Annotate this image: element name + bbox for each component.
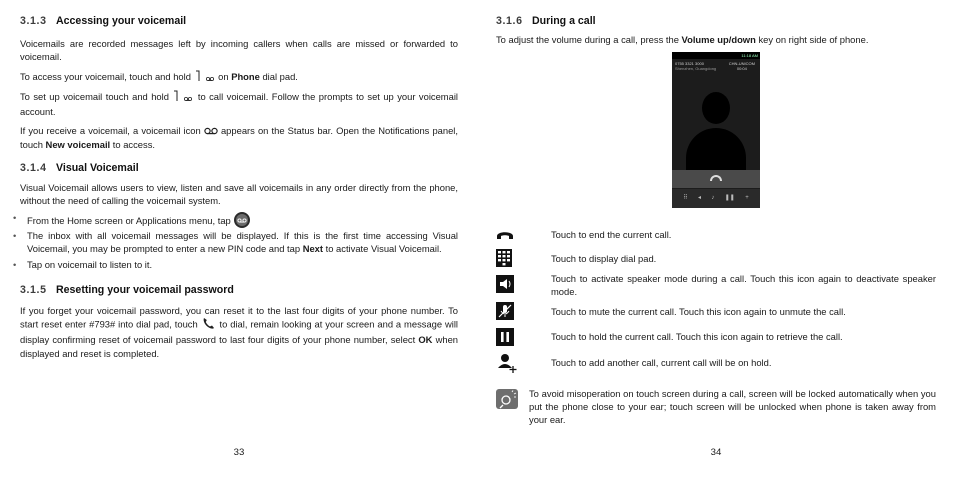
speaker-icon [496, 275, 514, 293]
voicemail-key-icon [172, 90, 194, 105]
phone-clock: 11:18 AM [741, 53, 758, 58]
tip-icon [496, 389, 518, 409]
page-number: 34 [710, 447, 722, 458]
call-controls [672, 189, 760, 208]
carrier-name: CHN-UNICOM [728, 61, 755, 66]
bullet-open-visual-voicemail: • From the Home screen or Applications menu, tap [20, 211, 458, 232]
paragraph-reset-password: If you forget your voicemail password, you can reset it to the last four digits of your phone number. To start reset enter #793# into dial pad, touch to dial, remain looking at your screen and a message will display confirming reset of voicemail password to last four digits of your phone number, select OK when displayed and reset is completed. [20, 305, 459, 359]
section-heading-3-1-6: 3.1.6 During a call [496, 15, 596, 27]
dialpad-icon [496, 249, 514, 267]
call-info [675, 61, 757, 71]
add-call-icon[interactable]: + [745, 195, 749, 201]
end-call-icon [496, 228, 514, 246]
contact-avatar-head [702, 92, 730, 124]
contact-avatar-body [686, 128, 746, 172]
row-text-speaker: Touch to activate speaker mode during a call. Touch this icon again to deactivate speaker mode. [551, 273, 936, 298]
carrier-block [729, 61, 755, 71]
add-call-icon [496, 352, 518, 374]
bullet-inbox-displayed: • The inbox with all voicemail messages will be displayed. If this is the first time accessing Visual Voicemail, you may be prompted to enter a new PIN code and tap Next to activate Visual Voicemail. [20, 229, 458, 255]
left-page [20, 0, 458, 477]
paragraph-visual-voicemail: Visual Voicemail allows users to view, listen and save all voicemails in any order directly from the phone, without the need of calling the voicemail system. [20, 182, 458, 207]
end-call-bar[interactable] [672, 170, 760, 188]
tip-text: To avoid misoperation on touch screen during a call, screen will be locked automatically when you put the phone close to your ear; touch screen will be unlocked when phone is taken away from your ear. [529, 388, 936, 426]
row-text-hold: Touch to hold the current call. Touch this icon again to retrieve the call. [551, 331, 843, 342]
bullet-listen-voicemail: • Tap on voicemail to listen to it. [20, 258, 458, 271]
phone-status-bar [672, 52, 760, 59]
in-call-screenshot [672, 52, 760, 208]
section-heading-3-1-5: 3.1.5 Resetting your voicemail password [20, 284, 234, 296]
paragraph-access-voicemail: To access your voicemail, touch and hold on Phone dial pad. [20, 70, 458, 85]
mute-icon [496, 302, 514, 320]
section-heading-3-1-3: 3.1.3 Accessing your voicemail [20, 15, 187, 27]
caller-location: Shenzhen, Guangdong [675, 66, 717, 71]
speaker-icon[interactable]: ◂ [697, 195, 701, 201]
mute-icon[interactable]: ♪ [711, 195, 715, 201]
hold-icon [496, 328, 514, 346]
voicemail-status-icon [204, 125, 218, 138]
paragraph-voicemail-notification: If you receive a voicemail, a voicemail icon appears on the Status bar. Open the Notifications panel, touch New voicemail to access. [20, 125, 458, 151]
caller-number: 0755 3321 3000 [675, 61, 704, 66]
row-text-add-call: Touch to add another call, current call will be on hold. [551, 357, 772, 368]
paragraph-adjust-volume: To adjust the volume during a call, press the Volume up/down key on right side of phone. [496, 34, 869, 45]
row-text-dialpad: Touch to display dial pad. [551, 253, 657, 264]
end-call-icon [710, 175, 722, 181]
section-heading-3-1-4: 3.1.4 Visual Voicemail [20, 162, 139, 174]
page-number: 33 [233, 447, 245, 458]
row-text-mute: Touch to mute the current call. Touch this icon again to unmute the call. [551, 306, 846, 317]
paragraph-voicemail-intro: Voicemails are recorded messages left by incoming callers when calls are missed or forwarded to voicemail. [20, 38, 458, 63]
row-text-end-call: Touch to end the current call. [551, 229, 672, 240]
hold-icon[interactable]: ❚❚ [724, 195, 735, 201]
dialpad-icon[interactable]: ⠿ [683, 195, 688, 201]
phone-dial-icon [201, 317, 217, 333]
right-page [496, 0, 936, 477]
voicemail-key-icon [194, 70, 216, 85]
paragraph-setup-voicemail: To set up voicemail touch and hold to call voicemail. Follow the prompts to set up your voicemail account. [20, 91, 458, 118]
call-duration: 00:04 [736, 66, 747, 71]
